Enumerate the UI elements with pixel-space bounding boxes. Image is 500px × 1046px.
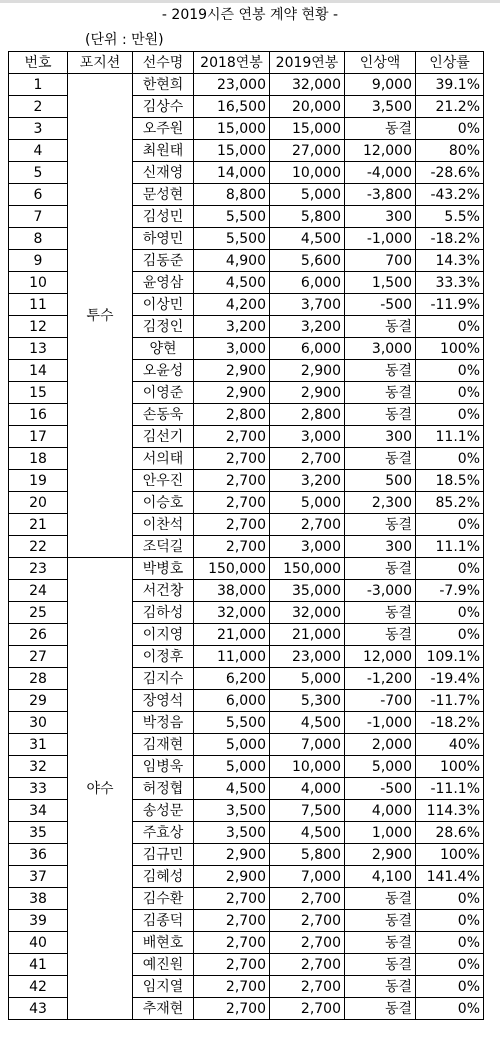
header-salary-2019: 2019연봉 xyxy=(270,52,345,74)
cell-raise: 300 xyxy=(345,206,416,228)
cell-rate: 28.6% xyxy=(416,822,484,844)
cell-number: 11 xyxy=(9,294,68,316)
cell-salary-2019: 5,000 xyxy=(270,492,345,514)
cell-number: 15 xyxy=(9,382,68,404)
cell-rate: -11.9% xyxy=(416,294,484,316)
cell-salary-2019: 2,700 xyxy=(270,954,345,976)
cell-number: 1 xyxy=(9,74,68,96)
cell-name: 김동준 xyxy=(133,250,194,272)
cell-salary-2018: 5,500 xyxy=(194,712,270,734)
cell-name: 오주원 xyxy=(133,118,194,140)
cell-name: 한현희 xyxy=(133,74,194,96)
cell-raise: 동결 xyxy=(345,888,416,910)
cell-salary-2018: 2,900 xyxy=(194,360,270,382)
cell-salary-2018: 3,200 xyxy=(194,316,270,338)
cell-rate: 80% xyxy=(416,140,484,162)
cell-raise: -3,800 xyxy=(345,184,416,206)
cell-salary-2018: 3,500 xyxy=(194,822,270,844)
cell-number: 7 xyxy=(9,206,68,228)
cell-name: 김선기 xyxy=(133,426,194,448)
cell-salary-2018: 2,900 xyxy=(194,844,270,866)
cell-name: 김규민 xyxy=(133,844,194,866)
cell-number: 24 xyxy=(9,580,68,602)
cell-salary-2018: 8,800 xyxy=(194,184,270,206)
cell-number: 5 xyxy=(9,162,68,184)
cell-rate: 11.1% xyxy=(416,536,484,558)
page-title: - 2019시즌 연봉 계약 현황 - xyxy=(161,7,339,23)
cell-name: 김하성 xyxy=(133,602,194,624)
cell-name: 안우진 xyxy=(133,470,194,492)
cell-number: 25 xyxy=(9,602,68,624)
cell-salary-2019: 2,900 xyxy=(270,360,345,382)
cell-name: 김지수 xyxy=(133,668,194,690)
cell-salary-2019: 5,000 xyxy=(270,668,345,690)
cell-rate: 0% xyxy=(416,932,484,954)
cell-position: 야수 xyxy=(68,558,133,1020)
cell-rate: -7.9% xyxy=(416,580,484,602)
salary-table xyxy=(8,51,484,1020)
cell-rate: 0% xyxy=(416,404,484,426)
cell-raise: -500 xyxy=(345,778,416,800)
header-raise: 인상액 xyxy=(345,52,416,74)
cell-position: 투수 xyxy=(68,74,133,558)
header-rate: 인상률 xyxy=(416,52,484,74)
cell-name: 송성문 xyxy=(133,800,194,822)
table-body xyxy=(9,74,484,1020)
cell-salary-2019: 32,000 xyxy=(270,74,345,96)
cell-salary-2018: 2,700 xyxy=(194,932,270,954)
cell-salary-2019: 3,000 xyxy=(270,426,345,448)
cell-rate: 85.2% xyxy=(416,492,484,514)
cell-raise: 동결 xyxy=(345,514,416,536)
cell-salary-2019: 4,500 xyxy=(270,228,345,250)
cell-salary-2019: 35,000 xyxy=(270,580,345,602)
cell-name: 김종덕 xyxy=(133,910,194,932)
cell-raise: 3,000 xyxy=(345,338,416,360)
cell-salary-2019: 10,000 xyxy=(270,162,345,184)
cell-name: 임지열 xyxy=(133,976,194,998)
cell-raise: 1,000 xyxy=(345,822,416,844)
cell-salary-2019: 23,000 xyxy=(270,646,345,668)
cell-number: 28 xyxy=(9,668,68,690)
cell-salary-2019: 4,500 xyxy=(270,822,345,844)
cell-name: 박정음 xyxy=(133,712,194,734)
cell-rate: -28.6% xyxy=(416,162,484,184)
cell-raise: 1,500 xyxy=(345,272,416,294)
cell-salary-2019: 5,000 xyxy=(270,184,345,206)
cell-number: 6 xyxy=(9,184,68,206)
cell-rate: 0% xyxy=(416,602,484,624)
cell-name: 박병호 xyxy=(133,558,194,580)
cell-salary-2018: 2,800 xyxy=(194,404,270,426)
cell-name: 양현 xyxy=(133,338,194,360)
cell-number: 38 xyxy=(9,888,68,910)
cell-rate: 0% xyxy=(416,514,484,536)
cell-salary-2018: 2,700 xyxy=(194,954,270,976)
cell-name: 윤영삼 xyxy=(133,272,194,294)
cell-number: 43 xyxy=(9,998,68,1020)
cell-salary-2018: 21,000 xyxy=(194,624,270,646)
cell-rate: 39.1% xyxy=(416,74,484,96)
cell-name: 김수환 xyxy=(133,888,194,910)
cell-salary-2018: 4,500 xyxy=(194,778,270,800)
cell-salary-2019: 6,000 xyxy=(270,272,345,294)
cell-number: 18 xyxy=(9,448,68,470)
cell-salary-2018: 3,500 xyxy=(194,800,270,822)
cell-salary-2018: 15,000 xyxy=(194,140,270,162)
cell-rate: 0% xyxy=(416,976,484,998)
cell-name: 예진원 xyxy=(133,954,194,976)
cell-rate: 0% xyxy=(416,382,484,404)
cell-salary-2019: 5,300 xyxy=(270,690,345,712)
cell-raise: 12,000 xyxy=(345,140,416,162)
cell-salary-2018: 4,200 xyxy=(194,294,270,316)
cell-raise: -700 xyxy=(345,690,416,712)
cell-rate: -43.2% xyxy=(416,184,484,206)
cell-rate: 114.3% xyxy=(416,800,484,822)
header-name: 선수명 xyxy=(133,52,194,74)
cell-salary-2018: 2,700 xyxy=(194,888,270,910)
cell-name: 김혜성 xyxy=(133,866,194,888)
cell-salary-2019: 2,700 xyxy=(270,932,345,954)
cell-rate: 0% xyxy=(416,360,484,382)
cell-raise: 300 xyxy=(345,426,416,448)
cell-raise: 동결 xyxy=(345,382,416,404)
cell-salary-2018: 2,700 xyxy=(194,426,270,448)
cell-raise: 동결 xyxy=(345,910,416,932)
top-divider xyxy=(0,0,500,3)
cell-rate: 18.5% xyxy=(416,470,484,492)
cell-number: 10 xyxy=(9,272,68,294)
cell-number: 4 xyxy=(9,140,68,162)
cell-salary-2018: 4,900 xyxy=(194,250,270,272)
cell-name: 최원태 xyxy=(133,140,194,162)
cell-salary-2019: 150,000 xyxy=(270,558,345,580)
cell-salary-2018: 2,700 xyxy=(194,448,270,470)
cell-number: 21 xyxy=(9,514,68,536)
cell-name: 주효상 xyxy=(133,822,194,844)
cell-raise: 동결 xyxy=(345,602,416,624)
cell-salary-2019: 2,800 xyxy=(270,404,345,426)
cell-salary-2019: 3,200 xyxy=(270,316,345,338)
cell-raise: 동결 xyxy=(345,976,416,998)
cell-salary-2018: 38,000 xyxy=(194,580,270,602)
cell-raise: 2,000 xyxy=(345,734,416,756)
cell-name: 임병욱 xyxy=(133,756,194,778)
cell-salary-2019: 3,700 xyxy=(270,294,345,316)
cell-raise: 700 xyxy=(345,250,416,272)
cell-salary-2018: 5,000 xyxy=(194,756,270,778)
cell-name: 이정후 xyxy=(133,646,194,668)
cell-rate: 0% xyxy=(416,910,484,932)
cell-salary-2019: 4,500 xyxy=(270,712,345,734)
cell-name: 서건창 xyxy=(133,580,194,602)
cell-salary-2019: 5,800 xyxy=(270,844,345,866)
cell-raise: 동결 xyxy=(345,998,416,1020)
cell-salary-2018: 2,700 xyxy=(194,536,270,558)
cell-name: 추재현 xyxy=(133,998,194,1020)
cell-salary-2019: 15,000 xyxy=(270,118,345,140)
header-position: 포지션 xyxy=(68,52,133,74)
cell-salary-2018: 2,700 xyxy=(194,976,270,998)
cell-rate: 11.1% xyxy=(416,426,484,448)
cell-number: 27 xyxy=(9,646,68,668)
cell-name: 이찬석 xyxy=(133,514,194,536)
cell-salary-2019: 7,000 xyxy=(270,734,345,756)
cell-raise: 동결 xyxy=(345,360,416,382)
cell-raise: -1,200 xyxy=(345,668,416,690)
cell-number: 33 xyxy=(9,778,68,800)
cell-number: 30 xyxy=(9,712,68,734)
cell-salary-2018: 2,700 xyxy=(194,910,270,932)
cell-number: 36 xyxy=(9,844,68,866)
cell-rate: 0% xyxy=(416,118,484,140)
cell-salary-2019: 5,800 xyxy=(270,206,345,228)
cell-number: 40 xyxy=(9,932,68,954)
cell-salary-2018: 5,500 xyxy=(194,228,270,250)
cell-salary-2018: 3,000 xyxy=(194,338,270,360)
cell-salary-2019: 2,700 xyxy=(270,888,345,910)
cell-number: 32 xyxy=(9,756,68,778)
cell-salary-2019: 3,000 xyxy=(270,536,345,558)
cell-salary-2018: 16,500 xyxy=(194,96,270,118)
cell-raise: 4,000 xyxy=(345,800,416,822)
cell-salary-2019: 7,500 xyxy=(270,800,345,822)
cell-number: 37 xyxy=(9,866,68,888)
cell-raise: 5,000 xyxy=(345,756,416,778)
cell-rate: 0% xyxy=(416,888,484,910)
cell-raise: 동결 xyxy=(345,954,416,976)
cell-raise: 2,300 xyxy=(345,492,416,514)
cell-rate: -18.2% xyxy=(416,228,484,250)
cell-salary-2019: 2,700 xyxy=(270,998,345,1020)
cell-name: 오윤성 xyxy=(133,360,194,382)
cell-salary-2018: 6,200 xyxy=(194,668,270,690)
cell-number: 14 xyxy=(9,360,68,382)
cell-raise: 동결 xyxy=(345,558,416,580)
cell-name: 이지영 xyxy=(133,624,194,646)
cell-name: 김정인 xyxy=(133,316,194,338)
cell-rate: 100% xyxy=(416,756,484,778)
cell-salary-2019: 2,900 xyxy=(270,382,345,404)
cell-rate: 0% xyxy=(416,624,484,646)
cell-raise: 동결 xyxy=(345,448,416,470)
cell-raise: -1,000 xyxy=(345,712,416,734)
cell-name: 배현호 xyxy=(133,932,194,954)
cell-number: 29 xyxy=(9,690,68,712)
cell-rate: 0% xyxy=(416,558,484,580)
cell-salary-2019: 4,000 xyxy=(270,778,345,800)
cell-raise: 동결 xyxy=(345,118,416,140)
cell-salary-2018: 2,900 xyxy=(194,382,270,404)
cell-salary-2018: 5,000 xyxy=(194,734,270,756)
cell-raise: 500 xyxy=(345,470,416,492)
cell-raise: 2,900 xyxy=(345,844,416,866)
cell-raise: -500 xyxy=(345,294,416,316)
cell-number: 9 xyxy=(9,250,68,272)
cell-salary-2019: 27,000 xyxy=(270,140,345,162)
cell-number: 34 xyxy=(9,800,68,822)
cell-name: 장영석 xyxy=(133,690,194,712)
cell-salary-2019: 2,700 xyxy=(270,448,345,470)
cell-number: 2 xyxy=(9,96,68,118)
cell-salary-2018: 2,900 xyxy=(194,866,270,888)
cell-salary-2018: 15,000 xyxy=(194,118,270,140)
cell-raise: 3,500 xyxy=(345,96,416,118)
cell-number: 31 xyxy=(9,734,68,756)
cell-number: 13 xyxy=(9,338,68,360)
cell-raise: 300 xyxy=(345,536,416,558)
cell-salary-2018: 2,700 xyxy=(194,514,270,536)
cell-salary-2018: 14,000 xyxy=(194,162,270,184)
cell-salary-2018: 2,700 xyxy=(194,470,270,492)
cell-rate: 21.2% xyxy=(416,96,484,118)
cell-salary-2018: 4,500 xyxy=(194,272,270,294)
table-row xyxy=(9,558,484,580)
cell-rate: 0% xyxy=(416,448,484,470)
cell-name: 김성민 xyxy=(133,206,194,228)
cell-salary-2019: 2,700 xyxy=(270,976,345,998)
cell-name: 손동욱 xyxy=(133,404,194,426)
cell-name: 이승호 xyxy=(133,492,194,514)
cell-salary-2018: 2,700 xyxy=(194,492,270,514)
cell-number: 17 xyxy=(9,426,68,448)
cell-salary-2018: 2,700 xyxy=(194,998,270,1020)
cell-rate: 141.4% xyxy=(416,866,484,888)
cell-salary-2019: 6,000 xyxy=(270,338,345,360)
cell-name: 이상민 xyxy=(133,294,194,316)
cell-rate: 33.3% xyxy=(416,272,484,294)
cell-raise: 동결 xyxy=(345,316,416,338)
cell-number: 23 xyxy=(9,558,68,580)
cell-salary-2018: 150,000 xyxy=(194,558,270,580)
cell-salary-2019: 32,000 xyxy=(270,602,345,624)
header-row xyxy=(9,52,484,74)
cell-name: 이영준 xyxy=(133,382,194,404)
cell-name: 문성현 xyxy=(133,184,194,206)
cell-rate: -11.1% xyxy=(416,778,484,800)
cell-rate: 100% xyxy=(416,844,484,866)
cell-name: 하영민 xyxy=(133,228,194,250)
cell-raise: -1,000 xyxy=(345,228,416,250)
cell-rate: 109.1% xyxy=(416,646,484,668)
cell-salary-2019: 10,000 xyxy=(270,756,345,778)
cell-raise: 9,000 xyxy=(345,74,416,96)
cell-number: 8 xyxy=(9,228,68,250)
cell-raise: -4,000 xyxy=(345,162,416,184)
cell-salary-2019: 2,700 xyxy=(270,514,345,536)
header-number: 번호 xyxy=(9,52,68,74)
cell-number: 19 xyxy=(9,470,68,492)
cell-number: 41 xyxy=(9,954,68,976)
cell-raise: 동결 xyxy=(345,404,416,426)
cell-salary-2018: 11,000 xyxy=(194,646,270,668)
cell-salary-2019: 3,200 xyxy=(270,470,345,492)
cell-name: 김재현 xyxy=(133,734,194,756)
cell-salary-2018: 6,000 xyxy=(194,690,270,712)
cell-rate: -18.2% xyxy=(416,712,484,734)
cell-number: 26 xyxy=(9,624,68,646)
cell-number: 3 xyxy=(9,118,68,140)
cell-rate: -11.7% xyxy=(416,690,484,712)
cell-salary-2019: 5,600 xyxy=(270,250,345,272)
cell-raise: 4,100 xyxy=(345,866,416,888)
cell-number: 16 xyxy=(9,404,68,426)
cell-number: 42 xyxy=(9,976,68,998)
table-row xyxy=(9,74,484,96)
cell-rate: 0% xyxy=(416,316,484,338)
cell-name: 김상수 xyxy=(133,96,194,118)
cell-raise: -3,000 xyxy=(345,580,416,602)
cell-name: 서의태 xyxy=(133,448,194,470)
cell-rate: 5.5% xyxy=(416,206,484,228)
cell-name: 신재영 xyxy=(133,162,194,184)
cell-rate: 0% xyxy=(416,954,484,976)
cell-salary-2019: 21,000 xyxy=(270,624,345,646)
cell-number: 35 xyxy=(9,822,68,844)
cell-rate: 40% xyxy=(416,734,484,756)
unit-note: (단위 : 만원) xyxy=(85,32,164,48)
cell-name: 조덕길 xyxy=(133,536,194,558)
cell-number: 22 xyxy=(9,536,68,558)
cell-rate: -19.4% xyxy=(416,668,484,690)
cell-raise: 동결 xyxy=(345,932,416,954)
cell-raise: 12,000 xyxy=(345,646,416,668)
cell-number: 20 xyxy=(9,492,68,514)
cell-number: 39 xyxy=(9,910,68,932)
cell-salary-2018: 5,500 xyxy=(194,206,270,228)
cell-name: 허정협 xyxy=(133,778,194,800)
cell-salary-2018: 32,000 xyxy=(194,602,270,624)
cell-salary-2019: 20,000 xyxy=(270,96,345,118)
header-salary-2018: 2018연봉 xyxy=(194,52,270,74)
cell-number: 12 xyxy=(9,316,68,338)
cell-rate: 14.3% xyxy=(416,250,484,272)
cell-raise: 동결 xyxy=(345,624,416,646)
cell-salary-2018: 23,000 xyxy=(194,74,270,96)
cell-salary-2019: 2,700 xyxy=(270,910,345,932)
cell-rate: 0% xyxy=(416,998,484,1020)
cell-rate: 100% xyxy=(416,338,484,360)
cell-salary-2019: 7,000 xyxy=(270,866,345,888)
